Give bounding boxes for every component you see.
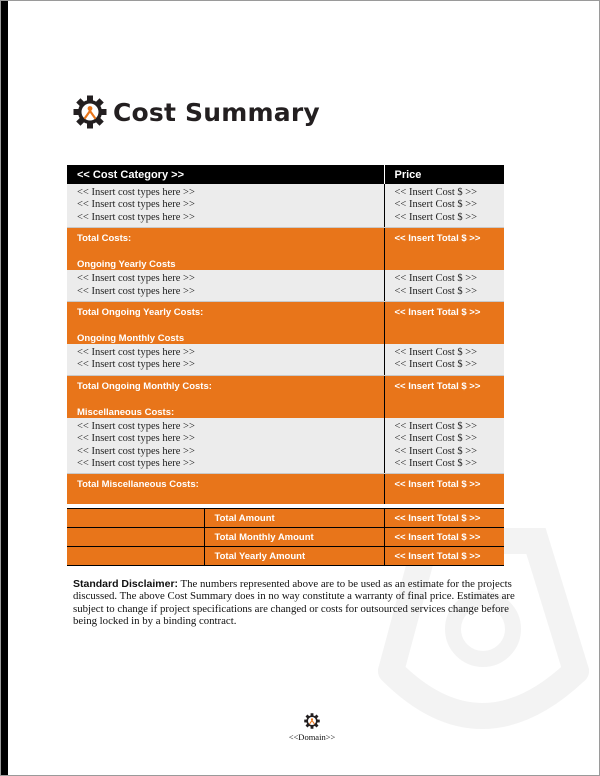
section-total-row	[67, 474, 504, 504]
cost-item-text[interactable]: << Insert cost types here >>	[77, 187, 195, 198]
cost-price-text[interactable]: << Insert Cost $ >>	[394, 285, 478, 297]
cost-item-text[interactable]: << Insert cost types here >>	[77, 445, 195, 457]
items-row	[67, 270, 504, 301]
disclaimer-paragraph	[73, 578, 523, 627]
footer-domain: <<Domain>>	[288, 732, 336, 742]
section-total-row	[67, 228, 504, 271]
summary-label: Total Monthly Amount	[204, 528, 384, 547]
cost-item-text[interactable]: << Insert cost types here >>	[77, 433, 195, 445]
disclaimer-label: Standard Disclaimer:	[73, 578, 179, 590]
summary-value[interactable]: << Insert Total $ >>	[384, 509, 504, 528]
cost-price-text[interactable]: << Insert Cost $ >>	[394, 199, 478, 211]
cost-item-text[interactable]: << Insert cost types here >>	[77, 346, 195, 358]
section-total-row	[67, 375, 504, 418]
summary-value[interactable]: << Insert Total $ >>	[384, 528, 504, 547]
summary-row	[67, 509, 504, 528]
total-label: Total Ongoing Monthly Costs:	[77, 380, 212, 392]
summary-table	[67, 508, 504, 566]
summary-label: Total Yearly Amount	[204, 547, 384, 566]
cost-item-text[interactable]: << Insert cost types here >>	[77, 420, 195, 432]
cost-price-text[interactable]: << Insert Cost $ >>	[394, 457, 478, 469]
column-header-price: Price	[384, 165, 504, 184]
summary-value[interactable]: << Insert Total $ >>	[384, 547, 504, 566]
section-total-row	[67, 301, 504, 344]
summary-row	[67, 547, 504, 566]
page-title: Cost Summary	[113, 97, 320, 127]
summary-row	[67, 528, 504, 547]
table-header-row	[67, 165, 504, 184]
items-row	[67, 344, 504, 375]
column-header-category: << Cost Category >>	[67, 165, 384, 184]
cost-item-text[interactable]: << Insert cost types here >>	[77, 285, 195, 297]
items-row	[67, 184, 504, 228]
section-heading: Ongoing Monthly Costs	[77, 332, 185, 344]
cost-price-text[interactable]: << Insert Cost $ >>	[394, 211, 478, 223]
cost-price-text[interactable]: << Insert Cost $ >>	[394, 433, 478, 445]
cost-item-text[interactable]: << Insert cost types here >>	[77, 199, 195, 211]
cost-price-text[interactable]: << Insert Cost $ >>	[394, 346, 478, 358]
cost-item-text[interactable]: << Insert cost types here >>	[77, 359, 195, 371]
items-row	[67, 418, 504, 474]
cost-price-text[interactable]: << Insert Cost $ >>	[394, 420, 478, 432]
total-value[interactable]: << Insert Total $ >>	[394, 306, 481, 318]
total-value[interactable]: << Insert Total $ >>	[394, 233, 481, 245]
cost-item-text[interactable]: << Insert cost types here >>	[77, 457, 195, 469]
summary-label: Total Amount	[204, 509, 384, 528]
cost-item-text[interactable]: << Insert cost types here >>	[77, 211, 195, 223]
cost-price-text[interactable]: << Insert Cost $ >>	[394, 359, 478, 371]
left-edge-bar	[1, 1, 8, 775]
total-label: Total Ongoing Yearly Costs:	[77, 306, 204, 318]
gear-person-icon	[304, 713, 320, 729]
total-label: Total Miscellaneous Costs:	[77, 479, 199, 491]
cost-item-text[interactable]: << Insert cost types here >>	[77, 273, 195, 285]
page-header	[73, 93, 320, 131]
section-heading: Miscellaneous Costs:	[77, 406, 175, 418]
cost-price-text[interactable]: << Insert Cost $ >>	[394, 273, 478, 285]
disclaimer-text: The numbers represented above are to be used as an estimate for the projects discussed. The above Cost Summary does in no way constitute a warranty of final price. Estimates are subject to change if project specifications are changed or costs for outsourced services change before being locked in by a binding contract.	[73, 578, 515, 627]
cost-price-text[interactable]: << Insert Cost $ >>	[394, 187, 478, 198]
total-value[interactable]: << Insert Total $ >>	[394, 479, 481, 491]
gear-person-icon	[73, 95, 107, 129]
cost-price-text[interactable]: << Insert Cost $ >>	[394, 445, 478, 457]
section-heading: Ongoing Yearly Costs	[77, 259, 176, 271]
total-label: Total Costs:	[77, 233, 132, 245]
total-value[interactable]: << Insert Total $ >>	[394, 380, 481, 392]
cost-summary-table	[67, 165, 504, 504]
